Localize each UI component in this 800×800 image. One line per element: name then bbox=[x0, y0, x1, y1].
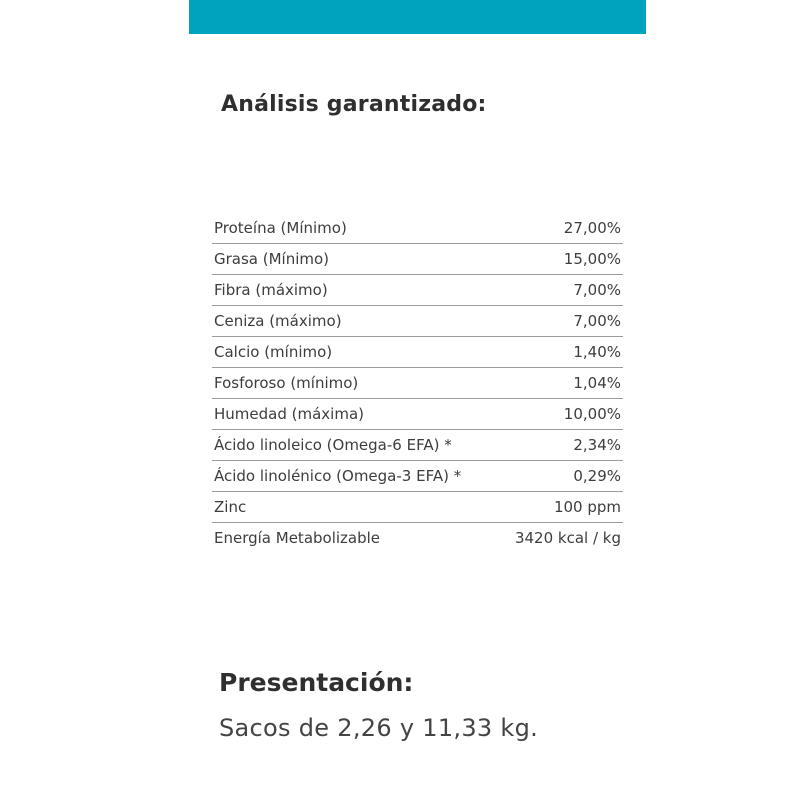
row-value: 15,00% bbox=[498, 244, 623, 275]
row-value: 1,04% bbox=[498, 368, 623, 399]
row-label: Ácido linolénico (Omega-3 EFA) * bbox=[212, 461, 498, 492]
table-row bbox=[212, 244, 623, 275]
row-value: 7,00% bbox=[498, 306, 623, 337]
row-value: 3420 kcal / kg bbox=[514, 529, 621, 547]
table-row bbox=[212, 368, 623, 399]
row-label: Zinc bbox=[212, 492, 498, 523]
row-value: 0,29% bbox=[498, 461, 623, 492]
row-label: Grasa (Mínimo) bbox=[212, 244, 498, 275]
table-row bbox=[212, 523, 623, 554]
row-value: 1,40% bbox=[498, 337, 623, 368]
table-row bbox=[212, 461, 623, 492]
table-row bbox=[212, 399, 623, 430]
table-row bbox=[212, 306, 623, 337]
row-value: 10,00% bbox=[498, 399, 623, 430]
row-label: Humedad (máxima) bbox=[212, 399, 498, 430]
table-row bbox=[212, 337, 623, 368]
analysis-title: Análisis garantizado: bbox=[221, 92, 487, 117]
row-label: Ceniza (máximo) bbox=[212, 306, 498, 337]
row-label: Calcio (mínimo) bbox=[212, 337, 498, 368]
row-label: Proteína (Mínimo) bbox=[212, 213, 498, 244]
row-value: 7,00% bbox=[498, 275, 623, 306]
table-row bbox=[212, 492, 623, 523]
row-label: Ácido linoleico (Omega-6 EFA) * bbox=[212, 430, 498, 461]
table-row bbox=[212, 275, 623, 306]
presentation-text: Sacos de 2,26 y 11,33 kg. bbox=[219, 714, 539, 742]
table-row bbox=[212, 213, 623, 244]
row-value: 2,34% bbox=[498, 430, 623, 461]
table-row bbox=[212, 430, 623, 461]
row-value: 27,00% bbox=[498, 213, 623, 244]
top-accent-bar bbox=[189, 0, 646, 34]
row-value: 100 ppm bbox=[498, 492, 623, 523]
row-label: Energía Metabolizable bbox=[214, 529, 381, 547]
analysis-table bbox=[212, 213, 623, 553]
row-label: Fibra (máximo) bbox=[212, 275, 498, 306]
row-label: Fosforoso (mínimo) bbox=[212, 368, 498, 399]
presentation-title: Presentación: bbox=[219, 668, 414, 697]
